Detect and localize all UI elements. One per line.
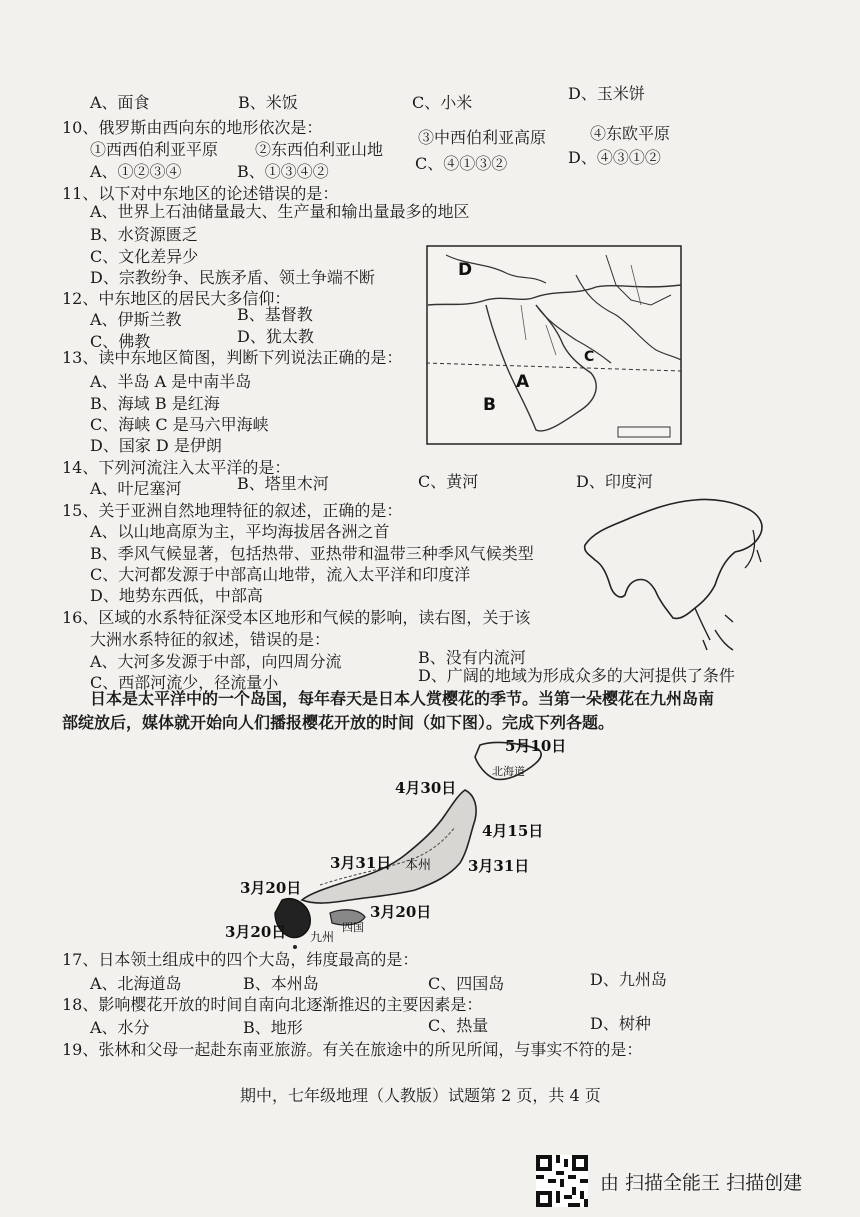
q14-option-b: B、塔里木河 [237,474,329,493]
map-label-c: C [584,349,595,365]
q9-option-a: A、面食 [90,93,150,112]
q11-option-d: D、宗教纷争、民族矛盾、领土争端不断 [90,268,375,287]
q9-option-d: D、玉米饼 [568,84,645,103]
q17-option-c: C、四国岛 [428,974,505,993]
q17-option-d: D、九州岛 [590,970,667,989]
q11-option-c: C、文化差异少 [90,247,199,266]
date-label-1: 5月10日 [505,737,567,755]
q10-option-c: C、④①③② [415,154,508,173]
q18-stem: 18、影响樱花开放的时间自南向北逐渐推迟的主要因素是： [62,995,483,1014]
q11-option-a: A、世界上石油储量最大、生产量和输出量最多的地区 [90,202,470,221]
date-label-6: 3月20日 [240,879,302,897]
q14-stem: 14、下列河流注入太平洋的是： [62,458,291,477]
q15-option-a: A、以山地高原为主，平均海拔居各洲之首 [90,522,390,541]
q12-option-b: B、基督教 [237,305,313,324]
q16-option-d: D、广阔的地域为形成众多的大河提供了条件 [418,666,735,685]
q10-option-a: A、①②③④ [90,162,182,181]
q16-option-a: A、大河多发源于中部，向四周分流 [90,652,342,671]
q15-option-c: C、大河都发源于中部高山地带，流入太平洋和印度洋 [90,565,471,584]
date-label-4: 3月31日 [330,854,392,872]
q9-option-c: C、小米 [412,93,473,112]
q16-option-b: B、没有内流河 [418,648,526,667]
asia-outline-map [575,490,775,660]
q10-option-d: D、④③①② [568,148,661,167]
date-label-5: 3月31日 [468,857,530,875]
date-label-8: 3月20日 [225,923,287,941]
q17-stem: 17、日本领土组成中的四个大岛，纬度最高的是： [62,950,419,969]
scan-credit: 由 扫描全能王 扫描创建 [600,1172,803,1194]
place-label-hokkaido: 北海道 [492,765,525,778]
place-label-shikoku: 四国 [342,921,364,934]
q10-item-4: ④东欧平原 [590,124,671,143]
q12-stem: 12、中东地区的居民大多信仰： [62,289,291,308]
date-label-7: 3月20日 [370,903,432,921]
q10-item-2: ②东西伯利亚山地 [255,140,384,159]
q15-option-d: D、地势东西低，中部高 [90,586,263,605]
q13-stem: 13、读中东地区简图，判断下列说法正确的是： [62,348,403,367]
q12-option-d: D、犹太教 [237,327,314,346]
passage-line-1: 日本是太平洋中的一个岛国，每年春天是日本人赏樱花的季节。当第一朵樱花在九州岛南 [90,689,715,708]
q10-item-1: ①西西伯利亚平原 [90,140,219,159]
date-label-3: 4月15日 [482,822,544,840]
q13-option-c: C、海峡 C 是马六甲海峡 [90,415,269,434]
q18-option-b: B、地形 [243,1018,303,1037]
q13-option-b: B、海域 B 是红海 [90,394,220,413]
place-label-honshu: 本州 [405,858,432,873]
q19-stem: 19、张林和父母一起赴东南亚旅游。有关在旅途中的所见所闻，与事实不符的是： [62,1040,643,1059]
q9-option-b: B、米饭 [238,93,298,112]
q11-option-b: B、水资源匮乏 [90,225,198,244]
q12-option-c: C、佛教 [90,332,151,351]
q18-option-c: C、热量 [428,1016,489,1035]
q17-option-a: A、北海道岛 [90,974,182,993]
q15-stem: 15、关于亚洲自然地理特征的叙述，正确的是： [62,501,403,520]
q14-option-d: D、印度河 [576,472,653,491]
map-label-d: D [458,260,473,280]
q14-option-c: C、黄河 [418,472,479,491]
qr-code-icon [536,1155,588,1207]
q16-stem-line2: 大洲水系特征的叙述，错误的是： [90,630,331,649]
middle-east-map [426,245,682,445]
q13-option-d: D、国家 D 是伊朗 [90,436,222,455]
q16-option-c: C、西部河流少，径流量小 [90,673,279,692]
date-label-2: 4月30日 [395,779,457,797]
japan-cherry-blossom-map [220,735,600,950]
q18-option-d: D、树种 [590,1014,651,1033]
q17-option-b: B、本州岛 [243,974,319,993]
q11-stem: 11、以下对中东地区的论述错误的是： [62,184,339,203]
map-label-a: A [516,372,530,392]
map-label-b: B [483,395,496,415]
q10-item-3: ③中西伯利亚高原 [418,128,547,147]
q14-option-a: A、叶尼塞河 [90,479,182,498]
page-footer: 期中，七年级地理（人教版）试题第 2 页，共 4 页 [240,1086,601,1105]
q12-option-a: A、伊斯兰教 [90,310,182,329]
q10-option-b: B、①③④② [237,162,329,181]
q10-stem: 10、俄罗斯由西向东的地形依次是： [62,118,323,137]
passage-line-2: 部绽放后，媒体就开始向人们播报樱花开放的时间（如下图）。完成下列各题。 [62,713,615,732]
q16-stem-line1: 16、区域的水系特征深受本区地形和气候的影响，读右图，关于该 [62,608,531,627]
q18-option-a: A、水分 [90,1018,150,1037]
place-label-kyushu: 九州 [310,930,335,944]
q13-option-a: A、半岛 A 是中南半岛 [90,372,252,391]
q15-option-b: B、季风气候显著，包括热带、亚热带和温带三种季风气候类型 [90,544,534,563]
